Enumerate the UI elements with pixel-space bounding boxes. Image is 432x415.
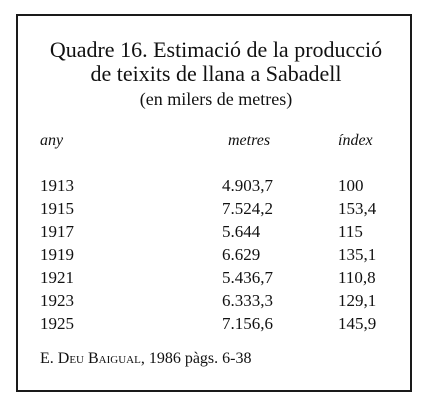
- cell-index: 115: [338, 222, 363, 241]
- table-row: [0, 268, 432, 291]
- source-author: E. Deu Baigual: [40, 350, 141, 367]
- table-body: [0, 176, 432, 337]
- table-row: [0, 314, 432, 337]
- cell-metres: 7.156,6: [222, 314, 273, 333]
- cell-year: 1925: [40, 314, 74, 333]
- cell-metres: 5.644: [222, 222, 261, 241]
- cell-metres: 7.524,2: [222, 199, 273, 218]
- cell-index: 100: [338, 176, 364, 195]
- cell-year: 1923: [40, 291, 74, 310]
- column-header-year: any: [40, 132, 64, 149]
- cell-metres: 5.436,7: [222, 268, 273, 287]
- table-subtitle: (en milers de metres): [139, 89, 293, 109]
- cell-year: 1917: [40, 222, 74, 241]
- column-header-metres: metres: [228, 132, 271, 149]
- cell-index: 153,4: [338, 199, 377, 218]
- cell-year: 1913: [40, 176, 74, 195]
- cell-metres: 4.903,7: [222, 176, 273, 195]
- cell-year: 1915: [40, 199, 74, 218]
- cell-index: 110,8: [338, 268, 376, 287]
- source-citation: [40, 350, 251, 368]
- table-title-line-1: Quadre 16. Estimació de la producció: [49, 37, 383, 62]
- table-row: [0, 222, 432, 245]
- cell-year: 1921: [40, 268, 74, 287]
- table-row: [0, 245, 432, 268]
- source-details: , 1986 pàgs. 6-38: [140, 350, 252, 367]
- cell-index: 129,1: [338, 291, 377, 310]
- table-row: [0, 291, 432, 314]
- table-title-line-2: de teixits de llana a Sabadell: [90, 61, 342, 86]
- column-header-index: índex: [338, 132, 373, 149]
- table-row: [0, 199, 432, 222]
- cell-metres: 6.333,3: [222, 291, 273, 310]
- cell-index: 135,1: [338, 245, 377, 264]
- cell-year: 1919: [40, 245, 74, 264]
- cell-metres: 6.629: [222, 245, 261, 264]
- cell-index: 145,9: [338, 314, 377, 333]
- table-row: [0, 176, 432, 199]
